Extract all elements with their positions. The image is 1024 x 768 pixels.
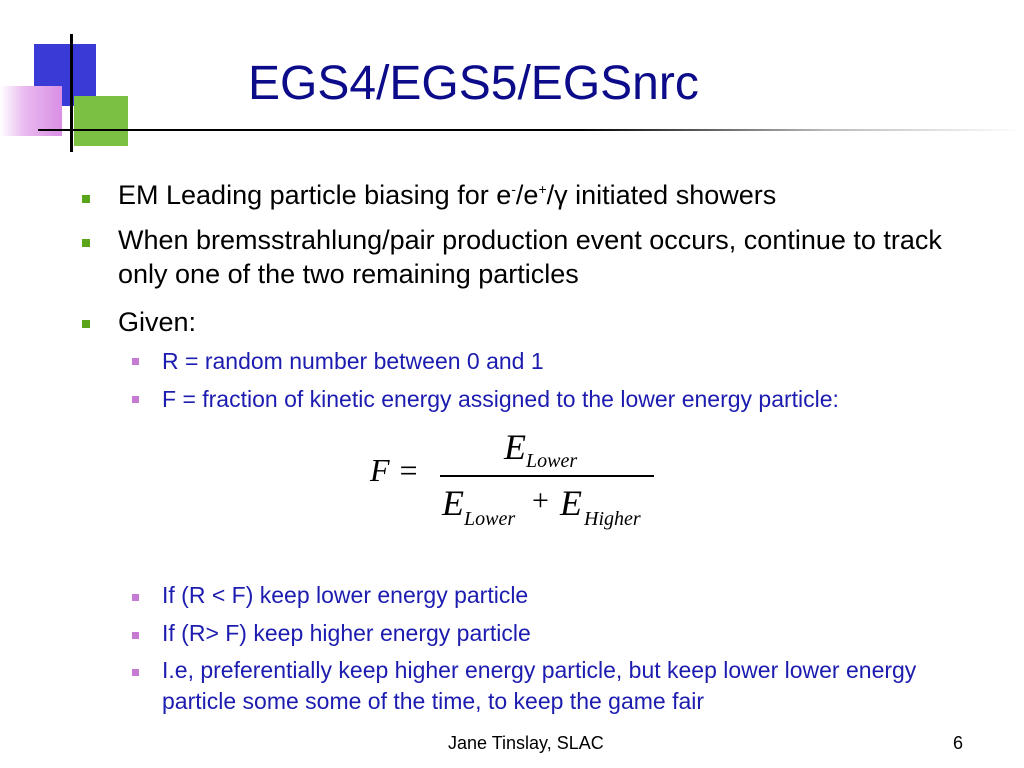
decor-vertical-line — [70, 34, 73, 152]
sub-bullet-fraction: F = fraction of kinetic energy assigned to the lower energy particle: — [162, 386, 839, 412]
formula-denominator-E2: E — [560, 483, 582, 523]
page-number: 6 — [953, 733, 964, 753]
bullet-leading-particle: EM Leading particle biasing for e-/e+/γ initiated showers — [118, 180, 777, 210]
footer-author: Jane Tinslay, SLAC — [448, 733, 604, 753]
formula-plus: + — [532, 484, 549, 517]
slide-title: EGS4/EGS5/EGSnrc — [248, 57, 699, 110]
bullet-marker — [82, 320, 90, 328]
title-underline — [38, 129, 1024, 131]
sub-bullet-marker — [132, 669, 139, 676]
fraction-bar — [440, 475, 654, 477]
bullet-given: Given: — [118, 307, 197, 337]
fraction-formula — [360, 426, 680, 536]
sub-bullet-marker — [132, 594, 139, 601]
formula-numerator-subscript: Lower — [526, 450, 578, 472]
bullet-marker — [82, 195, 90, 203]
sub-bullet-marker — [132, 358, 139, 365]
sub-bullet-preferential: I.e, preferentially keep higher energy particle, but keep lower lower energy particle some some of the time, to keep the game fair — [162, 657, 917, 714]
bullet-bremsstrahlung: When bremsstrahlung/pair production event occurs, continue to track only one of the two remaining particles — [118, 225, 942, 289]
bullet-marker — [82, 239, 90, 247]
formula-denominator-subscript1: Lower — [464, 508, 516, 530]
formula-numerator-E: E — [504, 427, 526, 467]
sub-bullet-marker — [132, 396, 139, 403]
formula-lhs: F = — [370, 452, 420, 488]
formula-denominator-E1: E — [442, 483, 464, 523]
decor-green-square — [74, 96, 128, 146]
sub-bullet-keep-higher: If (R> F) keep higher energy particle — [162, 620, 531, 646]
sub-bullet-marker — [132, 632, 139, 639]
sub-bullet-keep-lower: If (R < F) keep lower energy particle — [162, 582, 529, 608]
formula-denominator-subscript2: Higher — [584, 508, 641, 530]
sub-bullet-random-number: R = random number between 0 and 1 — [162, 348, 544, 374]
